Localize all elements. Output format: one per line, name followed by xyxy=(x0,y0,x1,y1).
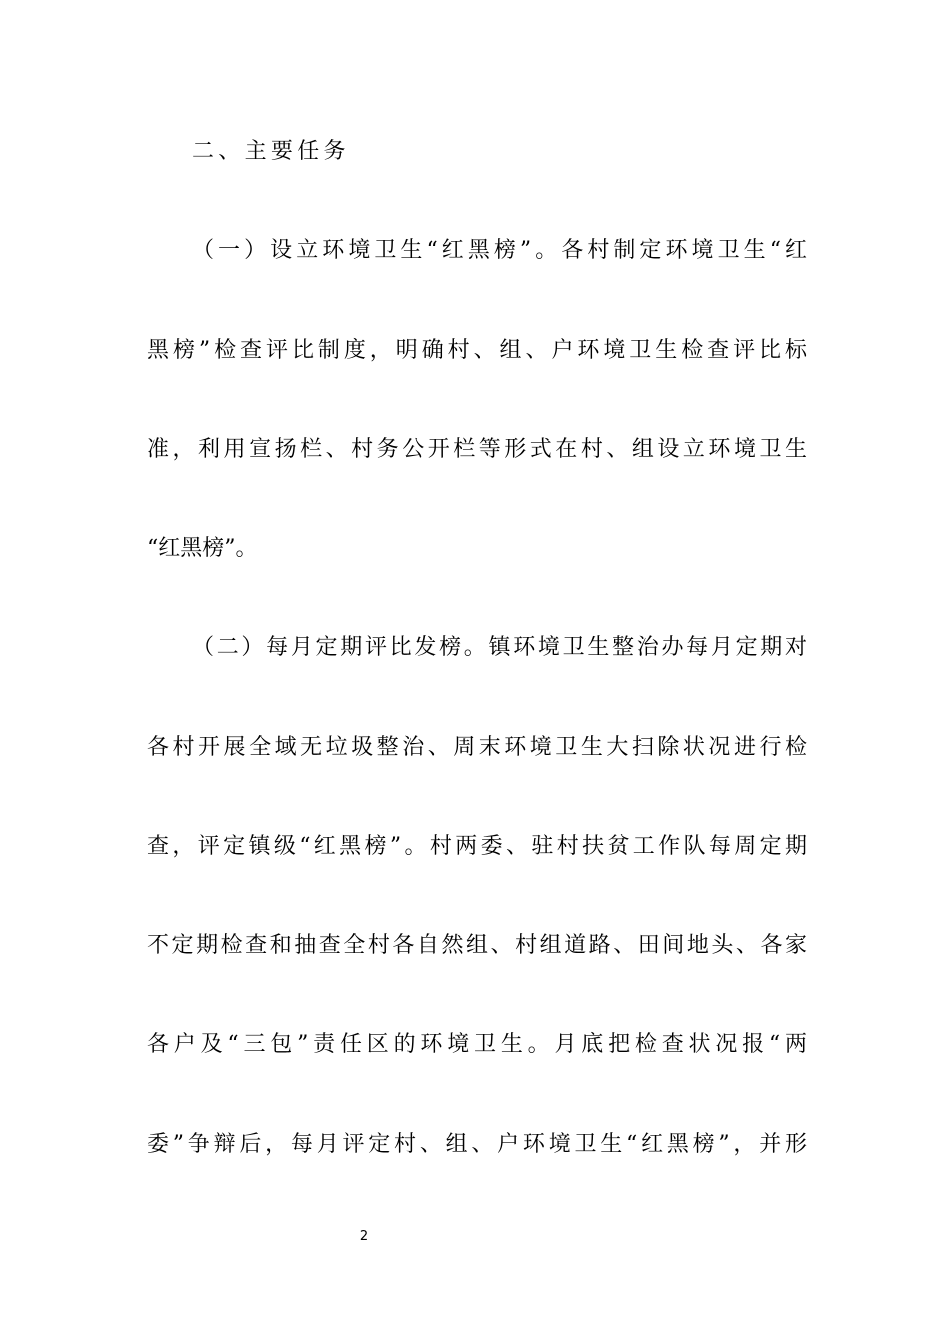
section-heading: 二、主要任务 xyxy=(192,139,350,164)
paragraph-2-line-6: 委”争辩后，每月评定村、组、户环境卫生“红黑榜”，并形 xyxy=(147,1132,807,1157)
paragraph-2-line-1: （二）每月定期评比发榜。镇环境卫生整治办每月定期对 xyxy=(192,635,807,660)
paragraph-1-line-3: 准，利用宣扬栏、村务公开栏等形式在村、组设立环境卫生 xyxy=(147,437,807,462)
page-number: 2 xyxy=(359,1229,369,1244)
paragraph-2-line-5: 各户及“三包”责任区的环境卫生。月底把检查状况报“两 xyxy=(147,1032,807,1057)
paragraph-1-line-1: （一）设立环境卫生“红黑榜”。各村制定环境卫生“红 xyxy=(192,238,807,263)
paragraph-2-line-3: 查，评定镇级“红黑榜”。村两委、驻村扶贫工作队每周定期 xyxy=(147,834,807,859)
paragraph-1-line-2: 黑榜”检查评比制度，明确村、组、户环境卫生检查评比标 xyxy=(147,338,807,363)
paragraph-2-line-4: 不定期检查和抽查全村各自然组、村组道路、田间地头、各家 xyxy=(147,933,807,958)
paragraph-2-line-2: 各村开展全域无垃圾整治、周末环境卫生大扫除状况进行检 xyxy=(147,735,807,760)
paragraph-1-line-4: “红黑榜”。 xyxy=(147,536,258,561)
